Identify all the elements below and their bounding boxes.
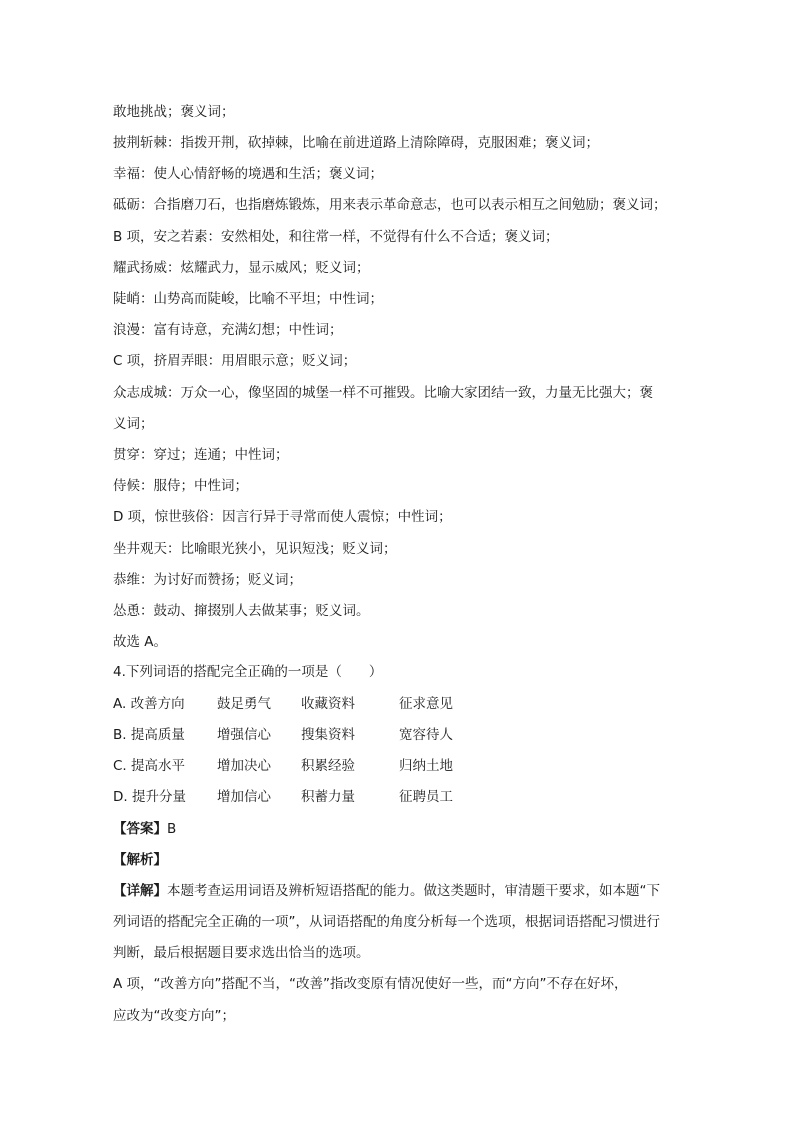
text-line: B 项，安之若素：安然相处，和往常一样，不觉得有什么不合适；褒义词； (113, 229, 559, 245)
answer-value: B (167, 821, 177, 837)
text-line: D 项，惊世骇俗：因言行异于寻常而使人震惊；中性词； (113, 509, 452, 525)
text-line: 众志成城：万众一心，像坚固的城堡一样不可摧毁。比喻大家团结一致，力量无比强大；褒 (113, 385, 653, 401)
answer-tag: 【答案】 (113, 821, 167, 837)
text-line: 侍候：服侍；中性词； (113, 478, 248, 494)
option-d-col1: D. 提升分量 (113, 789, 186, 805)
text-line: 故选 A。 (113, 634, 168, 650)
text-line: C 项，挤眉弄眼：用眉眼示意；贬义词； (113, 353, 357, 369)
detail-line (113, 881, 685, 901)
option-a-col1: A. 改善方向 (113, 696, 185, 712)
text-line: 判断，最后根据题目要求选出恰当的选项。 (113, 945, 370, 961)
option-c-col3: 积累经验 (301, 758, 355, 774)
option-c-col2: 增加决心 (217, 758, 271, 774)
text-line: 列词语的搭配完全正确的一项”，从词语搭配的角度分析每一个选项，根据词语搭配习惯进行 (113, 914, 660, 930)
text-line: 幸福：使人心情舒畅的境遇和生活；褒义词； (113, 166, 383, 182)
text-line: 坐井观天：比喻眼光狭小，见识短浅；贬义词； (113, 541, 397, 557)
text-line: 耀武扬威：炫耀武力，显示威风；贬义词； (113, 260, 370, 276)
detail-text: 本题考查运用词语及辨析短语搭配的能力。做这类题时，审清题干要求，如本题“下 (167, 883, 660, 899)
text-line: 贯穿：穿过；连通；中性词； (113, 447, 289, 463)
option-a-col2: 鼓足勇气 (217, 696, 271, 712)
detail-tag: 【详解】 (113, 883, 167, 899)
option-b-col1: B. 提高质量 (113, 727, 185, 743)
text-line: 义词； (113, 416, 154, 432)
text-line: 敢地挑战；褒义词； (113, 104, 235, 120)
option-a-col3: 收藏资料 (301, 696, 355, 712)
option-d-col3: 积蓄力量 (301, 789, 355, 805)
question-stem: 4.下列词语的搭配完全正确的一项是（ ） (113, 664, 383, 680)
text-line: 怂恿：鼓动、撺掇别人去做某事；贬义词。 (113, 603, 370, 619)
option-c-col4: 归纳土地 (399, 758, 453, 774)
option-b-col4: 宽容待人 (399, 727, 453, 743)
option-a-col4: 征求意见 (399, 696, 453, 712)
text-line: 陡峭：山势高而陡峻，比喻不平坦；中性词； (113, 291, 383, 307)
option-c-col1: C. 提高水平 (113, 758, 186, 774)
option-b-col2: 增强信心 (217, 727, 271, 743)
option-b-col3: 搜集资料 (301, 727, 355, 743)
text-line: 砥砺：合指磨刀石，也指磨炼锻炼，用来表示革命意志，也可以表示相互之间勉励；褒义词； (113, 197, 667, 213)
analysis-line (113, 850, 685, 870)
text-line: A 项，“改善方向”搭配不当，“改善”指改变原有情况使好一些，而“方向”不存在好坏， (113, 976, 628, 992)
analysis-tag: 【解析】 (113, 852, 167, 868)
answer-line (113, 819, 685, 839)
option-d-col2: 增加信心 (217, 789, 271, 805)
text-line: 恭维：为讨好而赞扬；贬义词； (113, 572, 302, 588)
option-d-col4: 征聘员工 (399, 789, 453, 805)
text-line: 应改为“改变方向”； (113, 1008, 235, 1024)
text-line: 披荆斩棘：指拨开荆，砍掉棘，比喻在前进道路上清除障碍，克服困难；褒义词； (113, 135, 599, 151)
text-line: 浪漫：富有诗意，充满幻想；中性词； (113, 322, 343, 338)
